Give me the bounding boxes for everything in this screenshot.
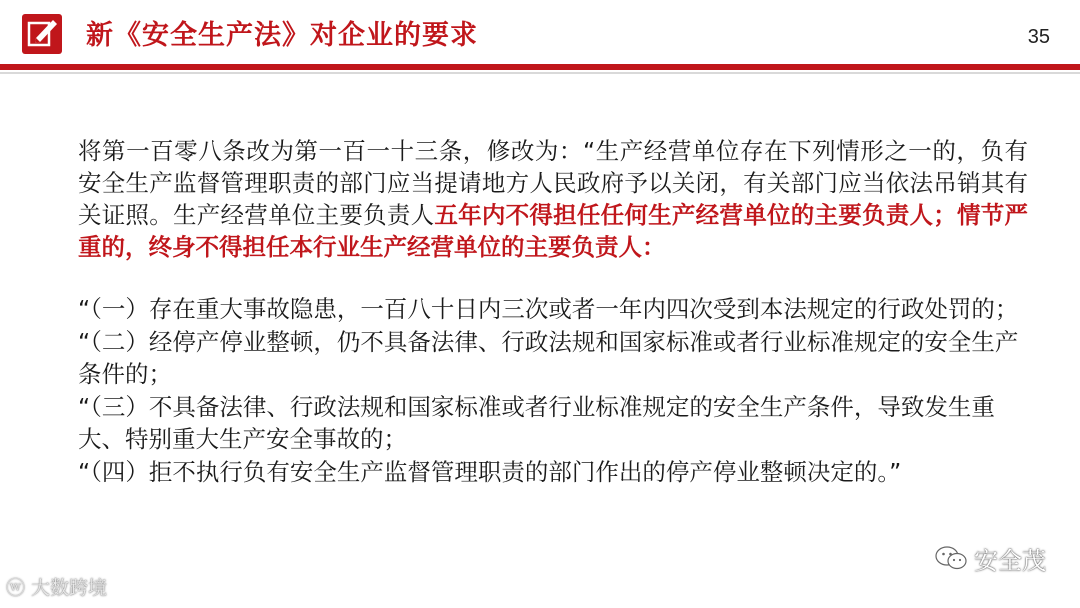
list-item: “（二）经停产停业整顿，仍不具备法律、行政法规和国家标准或者行业标准规定的安全生产条件的； (78, 327, 1019, 388)
amendment-paragraph (78, 135, 1028, 263)
wechat-logo-icon (934, 544, 968, 572)
amendment-highlight: 五年内不得担任任何生产经营单位的主要负责人；情节严重的，终身不得担任本行业生产经营单位的主要负责人： (78, 201, 1029, 261)
slide-header (0, 0, 1080, 72)
list-item: “（四）拒不执行负有安全生产监督管理职责的部门作出的停产停业整顿决定的。” (78, 457, 902, 486)
list-item: “（三）不具备法律、行政法规和国家标准或者行业标准规定的安全生产条件，导致发生重大、特别重大生产安全事故的； (78, 392, 995, 453)
slide-title: 新《安全生产法》对企业的要求 (86, 20, 478, 51)
watermark-left-text: 大数跨境 (31, 577, 108, 599)
header-divider-shadow (0, 72, 1080, 74)
clause-list (78, 293, 1028, 488)
amendment-text: 将第一百零八条改为第一百一十三条，修改为：“生产经营单位存在下列情形之一的，负有安全生产监督管理职责的部门应当提请地方人民政府予以关闭，有关部门应当依法吊销其有关证照。生产经营单位主要负责人 (78, 137, 1028, 229)
watermark-right-text: 安全茂 (974, 546, 1046, 575)
header-divider (0, 64, 1080, 70)
list-item: “（一）存在重大事故隐患，一百八十日内三次或者一年内四次受到本法规定的行政处罚的； (78, 295, 1019, 323)
watermark-right (934, 538, 1046, 578)
page-number: 35 (1027, 26, 1050, 48)
slide-body (78, 135, 1028, 488)
weibo-logo-icon: ⓦ (6, 577, 32, 599)
watermark-left (6, 574, 107, 602)
pencil-edit-icon (22, 14, 62, 54)
